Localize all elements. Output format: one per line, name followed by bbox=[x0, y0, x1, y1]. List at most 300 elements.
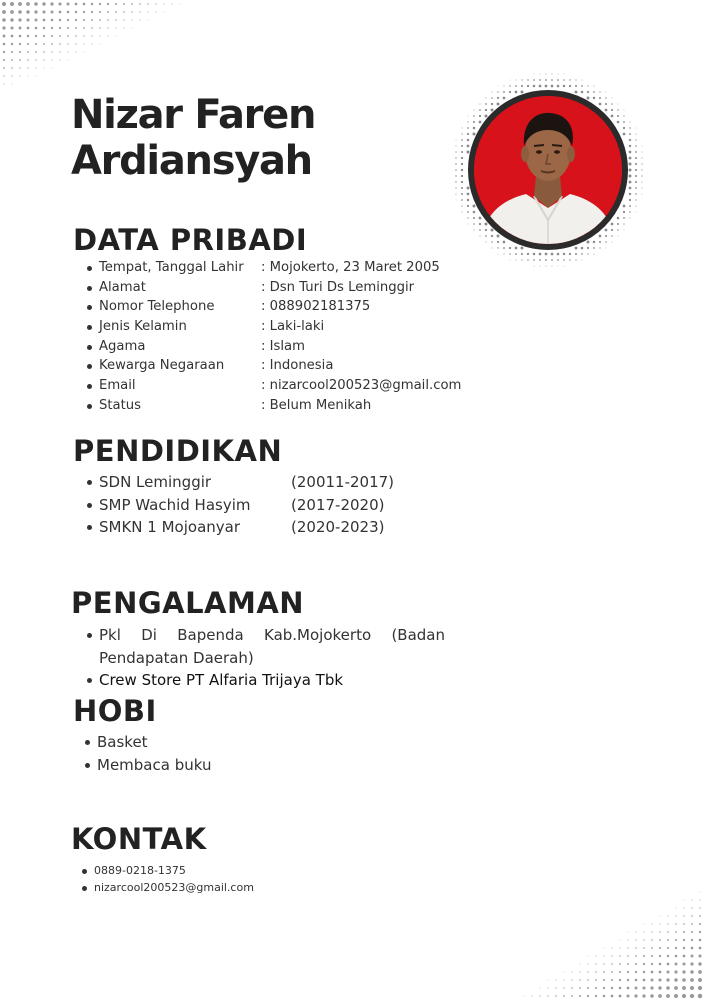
decorative-dot bbox=[628, 932, 629, 933]
decorative-dot bbox=[131, 3, 133, 5]
decorative-dot bbox=[571, 979, 572, 980]
decorative-dot bbox=[91, 11, 93, 13]
decorative-dot bbox=[587, 241, 590, 244]
decorative-dot bbox=[683, 955, 686, 958]
list-item bbox=[83, 376, 461, 396]
decorative-dot bbox=[606, 248, 607, 249]
decorative-dot bbox=[605, 241, 606, 242]
decorative-dot bbox=[692, 900, 693, 901]
list-item bbox=[83, 471, 394, 494]
decorative-dot bbox=[575, 259, 576, 260]
decorative-dot bbox=[35, 59, 36, 60]
decorative-dot bbox=[575, 253, 577, 255]
decorative-dot bbox=[540, 74, 541, 75]
decorative-dot bbox=[699, 899, 700, 900]
decorative-dot bbox=[612, 242, 613, 243]
decorative-dot bbox=[619, 947, 620, 948]
education-list bbox=[83, 471, 394, 539]
decorative-dot bbox=[617, 229, 618, 230]
decorative-dot bbox=[642, 994, 645, 997]
decorative-dot bbox=[674, 994, 678, 998]
decorative-dot bbox=[510, 260, 511, 261]
decorative-dot bbox=[629, 217, 630, 218]
decorative-dot bbox=[629, 181, 632, 184]
decorative-dot bbox=[67, 35, 69, 37]
decorative-dot bbox=[617, 121, 620, 124]
decorative-dot bbox=[59, 27, 61, 29]
decorative-dot bbox=[35, 43, 37, 45]
decorative-dot bbox=[485, 223, 488, 226]
decorative-dot bbox=[595, 979, 597, 981]
decorative-dot bbox=[650, 986, 653, 989]
decorative-dot bbox=[594, 254, 595, 255]
decorative-dot bbox=[611, 995, 614, 998]
decorative-dot bbox=[682, 994, 686, 998]
decorative-dot bbox=[100, 44, 101, 45]
decorative-dot bbox=[11, 67, 12, 68]
decorative-dot bbox=[691, 923, 693, 925]
section-heading-experience: PENGALAMAN bbox=[71, 586, 305, 620]
decorative-dot bbox=[667, 955, 669, 957]
decorative-dot bbox=[461, 193, 463, 195]
decorative-dot bbox=[468, 224, 469, 225]
decorative-dot bbox=[581, 253, 583, 255]
decorative-dot bbox=[690, 970, 694, 974]
decorative-dot bbox=[455, 151, 456, 152]
decorative-dot bbox=[20, 76, 21, 77]
decorative-dot bbox=[524, 996, 525, 997]
decorative-dot bbox=[461, 187, 463, 189]
decorative-dot bbox=[467, 127, 469, 129]
decorative-dot bbox=[575, 247, 578, 250]
decorative-dot bbox=[533, 259, 535, 261]
decorative-dot bbox=[91, 3, 93, 5]
decorative-dot bbox=[674, 978, 677, 981]
contact-email: nizarcool200523@gmail.com bbox=[78, 880, 254, 897]
decorative-dot bbox=[563, 995, 565, 997]
decorative-dot bbox=[563, 979, 564, 980]
decorative-dot bbox=[123, 3, 125, 5]
decorative-dot bbox=[42, 2, 45, 5]
decorative-dot bbox=[551, 85, 554, 88]
decorative-dot bbox=[603, 955, 604, 956]
decorative-dot bbox=[107, 11, 109, 13]
decorative-dot bbox=[461, 163, 463, 165]
decorative-dot bbox=[682, 970, 685, 973]
decorative-dot bbox=[59, 35, 61, 37]
decorative-dot bbox=[131, 19, 132, 20]
decorative-dot bbox=[124, 28, 125, 29]
decorative-dot bbox=[623, 223, 624, 224]
decorative-dot bbox=[10, 2, 14, 6]
decorative-dot bbox=[627, 947, 628, 948]
decorative-dot bbox=[582, 80, 583, 81]
decorative-dot bbox=[515, 253, 517, 255]
decorative-dot bbox=[68, 60, 69, 61]
decorative-dot bbox=[699, 923, 701, 925]
decorative-dot bbox=[675, 963, 678, 966]
section-heading-contact: KONTAK bbox=[71, 822, 207, 856]
decorative-dot bbox=[676, 908, 677, 909]
decorative-dot bbox=[163, 3, 164, 4]
decorative-dot bbox=[533, 79, 535, 81]
decorative-dot bbox=[618, 104, 619, 105]
decorative-dot bbox=[75, 35, 77, 37]
section-heading-education: PENDIDIKAN bbox=[73, 434, 283, 468]
decorative-dot bbox=[619, 955, 620, 956]
decorative-dot bbox=[635, 205, 636, 206]
decorative-dot bbox=[593, 247, 595, 249]
decorative-dot bbox=[467, 205, 469, 207]
decorative-dot bbox=[563, 85, 565, 87]
decorative-dot bbox=[636, 128, 637, 129]
decorative-dot bbox=[467, 145, 470, 148]
decorative-dot bbox=[521, 259, 522, 260]
decorative-dot bbox=[534, 74, 535, 75]
decorative-dot bbox=[571, 987, 573, 989]
field-value: : Islam bbox=[261, 338, 305, 354]
decorative-dot bbox=[503, 85, 504, 86]
decorative-dot bbox=[551, 253, 554, 256]
decorative-dot bbox=[658, 994, 662, 998]
decorative-dot bbox=[461, 169, 463, 171]
decorative-dot bbox=[690, 978, 694, 982]
decorative-dot bbox=[643, 931, 644, 932]
decorative-dot bbox=[698, 962, 701, 965]
decorative-dot bbox=[497, 97, 499, 99]
field-label: Agama bbox=[99, 338, 146, 354]
decorative-dot bbox=[467, 121, 468, 122]
decorative-dot bbox=[691, 947, 694, 950]
decorative-dot bbox=[509, 247, 511, 249]
decorative-dot bbox=[623, 205, 626, 208]
decorative-dot bbox=[491, 241, 493, 243]
name-line-2: Ardiansyah bbox=[71, 138, 312, 184]
decorative-dot bbox=[545, 253, 548, 256]
decorative-dot bbox=[19, 59, 21, 61]
decorative-dot bbox=[527, 79, 528, 80]
decorative-dot bbox=[467, 211, 469, 213]
decorative-dot bbox=[635, 181, 637, 183]
decorative-dot bbox=[667, 931, 669, 933]
decorative-dot bbox=[627, 963, 629, 965]
decorative-dot bbox=[75, 11, 77, 13]
decorative-dot bbox=[91, 27, 93, 29]
decorative-dot bbox=[479, 109, 481, 111]
decorative-dot bbox=[605, 97, 606, 98]
decorative-dot bbox=[683, 923, 685, 925]
decorative-dot bbox=[627, 987, 630, 990]
decorative-dot bbox=[682, 962, 685, 965]
decorative-dot bbox=[3, 67, 5, 69]
list-item bbox=[83, 356, 461, 376]
decorative-dot bbox=[91, 19, 93, 21]
field-label: Nomor Telephone bbox=[99, 299, 215, 315]
decorative-dot bbox=[629, 193, 631, 195]
decorative-dot bbox=[35, 19, 38, 22]
decorative-dot bbox=[51, 27, 53, 29]
decorative-dot bbox=[67, 3, 70, 6]
decorative-dot bbox=[579, 979, 580, 980]
decorative-dot bbox=[3, 43, 6, 46]
decorative-dot bbox=[468, 116, 469, 117]
decorative-dot bbox=[675, 915, 676, 916]
decorative-dot bbox=[582, 260, 583, 261]
decorative-dot bbox=[558, 266, 559, 267]
decorative-dot bbox=[629, 199, 631, 201]
decorative-dot bbox=[658, 986, 661, 989]
decorative-dot bbox=[699, 915, 701, 917]
decorative-dot bbox=[660, 916, 661, 917]
decorative-dot bbox=[642, 986, 645, 989]
decorative-dot bbox=[599, 235, 602, 238]
decorative-dot bbox=[643, 963, 645, 965]
decorative-dot bbox=[43, 35, 45, 37]
decorative-dot bbox=[557, 253, 560, 256]
decorative-dot bbox=[59, 19, 61, 21]
decorative-dot bbox=[107, 27, 108, 28]
decorative-dot bbox=[35, 67, 36, 68]
field-label: Tempat, Tanggal Lahir bbox=[99, 260, 244, 275]
decorative-dot bbox=[635, 963, 637, 965]
decorative-dot bbox=[467, 217, 468, 218]
decorative-dot bbox=[533, 253, 536, 256]
decorative-dot bbox=[587, 963, 588, 964]
decorative-dot bbox=[643, 979, 646, 982]
decorative-dot bbox=[629, 151, 632, 154]
decorative-dot bbox=[555, 987, 556, 988]
decorative-dot bbox=[617, 217, 620, 220]
decorative-dot bbox=[461, 157, 463, 159]
decorative-dot bbox=[620, 940, 621, 941]
field-value: : Belum Menikah bbox=[261, 397, 372, 413]
decorative-dot bbox=[563, 259, 565, 261]
decorative-dot bbox=[76, 52, 77, 53]
list-item bbox=[83, 494, 394, 517]
decorative-dot bbox=[461, 205, 462, 206]
decorative-dot bbox=[503, 253, 504, 254]
decorative-dot bbox=[547, 987, 548, 988]
decorative-dot bbox=[641, 181, 642, 182]
decorative-dot bbox=[682, 978, 686, 982]
list-item: Pkl Di Bapenda Kab.Mojokerto (Badan Pendapatan Daerah) bbox=[83, 624, 445, 669]
decorative-dot bbox=[579, 971, 580, 972]
decorative-dot bbox=[67, 19, 69, 21]
decorative-dot bbox=[552, 74, 553, 75]
decorative-dot bbox=[605, 109, 608, 112]
decorative-dot bbox=[497, 247, 498, 248]
decorative-dot bbox=[28, 76, 29, 77]
decorative-dot bbox=[485, 109, 487, 111]
decorative-dot bbox=[473, 217, 475, 219]
decorative-dot bbox=[604, 948, 605, 949]
decorative-dot bbox=[521, 85, 523, 87]
decorative-dot bbox=[619, 979, 621, 981]
decorative-dot bbox=[83, 19, 85, 21]
list-item: Crew Store PT Alfaria Trijaya Tbk bbox=[83, 669, 445, 692]
decorative-dot bbox=[27, 67, 28, 68]
decorative-dot bbox=[156, 12, 157, 13]
decorative-dot bbox=[595, 995, 597, 997]
decorative-dot bbox=[666, 978, 669, 981]
decorative-dot bbox=[534, 266, 535, 267]
decorative-dot bbox=[521, 79, 522, 80]
decorative-dot bbox=[83, 11, 85, 13]
decorative-dot bbox=[556, 980, 557, 981]
decorative-dot bbox=[479, 217, 482, 220]
decorative-dot bbox=[627, 955, 629, 957]
decorative-dot bbox=[651, 939, 653, 941]
list-item: Basket bbox=[81, 731, 211, 754]
decorative-dot bbox=[491, 103, 493, 105]
decorative-dot bbox=[611, 109, 613, 111]
decorative-dot bbox=[467, 193, 470, 196]
decorative-dot bbox=[659, 963, 662, 966]
decorative-dot bbox=[641, 169, 642, 170]
decorative-dot bbox=[629, 163, 632, 166]
decorative-dot bbox=[532, 996, 533, 997]
decorative-dot bbox=[107, 3, 109, 5]
decorative-dot bbox=[60, 60, 61, 61]
decorative-dot bbox=[75, 27, 77, 29]
decorative-dot bbox=[516, 260, 517, 261]
contact-list bbox=[78, 863, 254, 896]
school-years: (2017-2020) bbox=[291, 495, 385, 514]
decorative-dot bbox=[587, 91, 589, 93]
list-item bbox=[83, 337, 461, 357]
decorative-dot bbox=[605, 235, 607, 237]
decorative-dot bbox=[467, 199, 469, 201]
decorative-dot bbox=[51, 51, 52, 52]
decorative-dot bbox=[603, 963, 604, 964]
decorative-dot bbox=[148, 20, 149, 21]
field-label: Alamat bbox=[99, 279, 146, 295]
decorative-dot bbox=[539, 253, 542, 256]
decorative-dot bbox=[623, 115, 624, 116]
decorative-dot bbox=[11, 43, 13, 45]
decorative-dot bbox=[627, 971, 629, 973]
decorative-dot bbox=[515, 91, 518, 94]
decorative-dot bbox=[629, 139, 631, 141]
decorative-dot bbox=[595, 971, 596, 972]
decorative-dot bbox=[611, 229, 613, 231]
decorative-dot bbox=[666, 986, 670, 990]
decorative-dot bbox=[546, 266, 547, 267]
decorative-dot bbox=[698, 994, 703, 999]
decorative-dot bbox=[623, 211, 625, 213]
decorative-dot bbox=[35, 27, 38, 30]
decorative-dot bbox=[11, 35, 14, 38]
decorative-dot bbox=[99, 3, 101, 5]
decorative-dot bbox=[533, 85, 536, 88]
decorative-dot bbox=[659, 971, 662, 974]
decorative-dot bbox=[575, 91, 578, 94]
decorative-dot bbox=[595, 987, 597, 989]
decorative-dot bbox=[629, 211, 630, 212]
decorative-dot bbox=[172, 4, 173, 5]
list-item bbox=[83, 396, 461, 416]
decorative-dot bbox=[27, 51, 29, 53]
decorative-dot bbox=[51, 11, 54, 14]
decorative-dot bbox=[461, 139, 463, 141]
decorative-dot bbox=[479, 115, 481, 117]
decorative-dot bbox=[636, 212, 637, 213]
decorative-dot bbox=[83, 35, 84, 36]
decorative-dot bbox=[139, 3, 141, 5]
decorative-dot bbox=[683, 939, 685, 941]
decorative-dot bbox=[19, 27, 22, 30]
decorative-dot bbox=[11, 75, 12, 76]
decorative-dot bbox=[27, 43, 29, 45]
decorative-dot bbox=[635, 145, 637, 147]
decorative-dot bbox=[658, 978, 661, 981]
decorative-dot bbox=[635, 187, 637, 189]
decorative-dot bbox=[564, 74, 565, 75]
decorative-dot bbox=[635, 139, 636, 140]
decorative-dot bbox=[552, 266, 553, 267]
decorative-dot bbox=[10, 26, 13, 29]
decorative-dot bbox=[635, 151, 637, 153]
decorative-dot bbox=[503, 247, 505, 249]
decorative-dot bbox=[557, 259, 559, 261]
decorative-dot bbox=[588, 956, 589, 957]
decorative-dot bbox=[99, 27, 100, 28]
decorative-dot bbox=[581, 247, 584, 250]
decorative-dot bbox=[594, 86, 595, 87]
decorative-dot bbox=[492, 92, 493, 93]
decorative-dot bbox=[659, 923, 660, 924]
decorative-dot bbox=[666, 994, 670, 998]
decorative-dot bbox=[587, 979, 589, 981]
decorative-dot bbox=[642, 194, 643, 195]
decorative-dot bbox=[474, 110, 475, 111]
decorative-dot bbox=[498, 254, 499, 255]
decorative-dot bbox=[563, 987, 564, 988]
decorative-dot bbox=[467, 133, 469, 135]
decorative-dot bbox=[107, 19, 109, 21]
decorative-dot bbox=[455, 169, 457, 171]
school-name: SDN Leminggir bbox=[99, 473, 212, 491]
decorative-dot bbox=[667, 963, 670, 966]
decorative-dot bbox=[164, 12, 165, 13]
decorative-dot bbox=[99, 19, 101, 21]
decorative-dot bbox=[180, 4, 181, 5]
decorative-dot bbox=[67, 11, 70, 14]
decorative-dot bbox=[563, 253, 565, 255]
decorative-dot bbox=[611, 103, 613, 105]
decorative-dot bbox=[147, 3, 148, 4]
decorative-dot bbox=[636, 932, 637, 933]
decorative-dot bbox=[43, 59, 44, 60]
decorative-dot bbox=[635, 979, 638, 982]
decorative-dot bbox=[43, 19, 46, 22]
field-value: : Mojokerto, 23 Maret 2005 bbox=[261, 260, 440, 275]
decorative-dot bbox=[634, 994, 637, 997]
decorative-dot bbox=[456, 140, 457, 141]
decorative-dot bbox=[611, 223, 614, 226]
decorative-dot bbox=[115, 3, 117, 5]
decorative-dot bbox=[545, 259, 547, 261]
decorative-dot bbox=[462, 212, 463, 213]
decorative-dot bbox=[605, 103, 607, 105]
decorative-dot bbox=[674, 986, 678, 990]
decorative-dot bbox=[27, 27, 30, 30]
decorative-dot bbox=[35, 35, 37, 37]
decorative-dot bbox=[587, 971, 588, 972]
name-line-1: Nizar Faren bbox=[71, 92, 316, 138]
decorative-dot bbox=[123, 11, 125, 13]
decorative-dot bbox=[99, 11, 101, 13]
